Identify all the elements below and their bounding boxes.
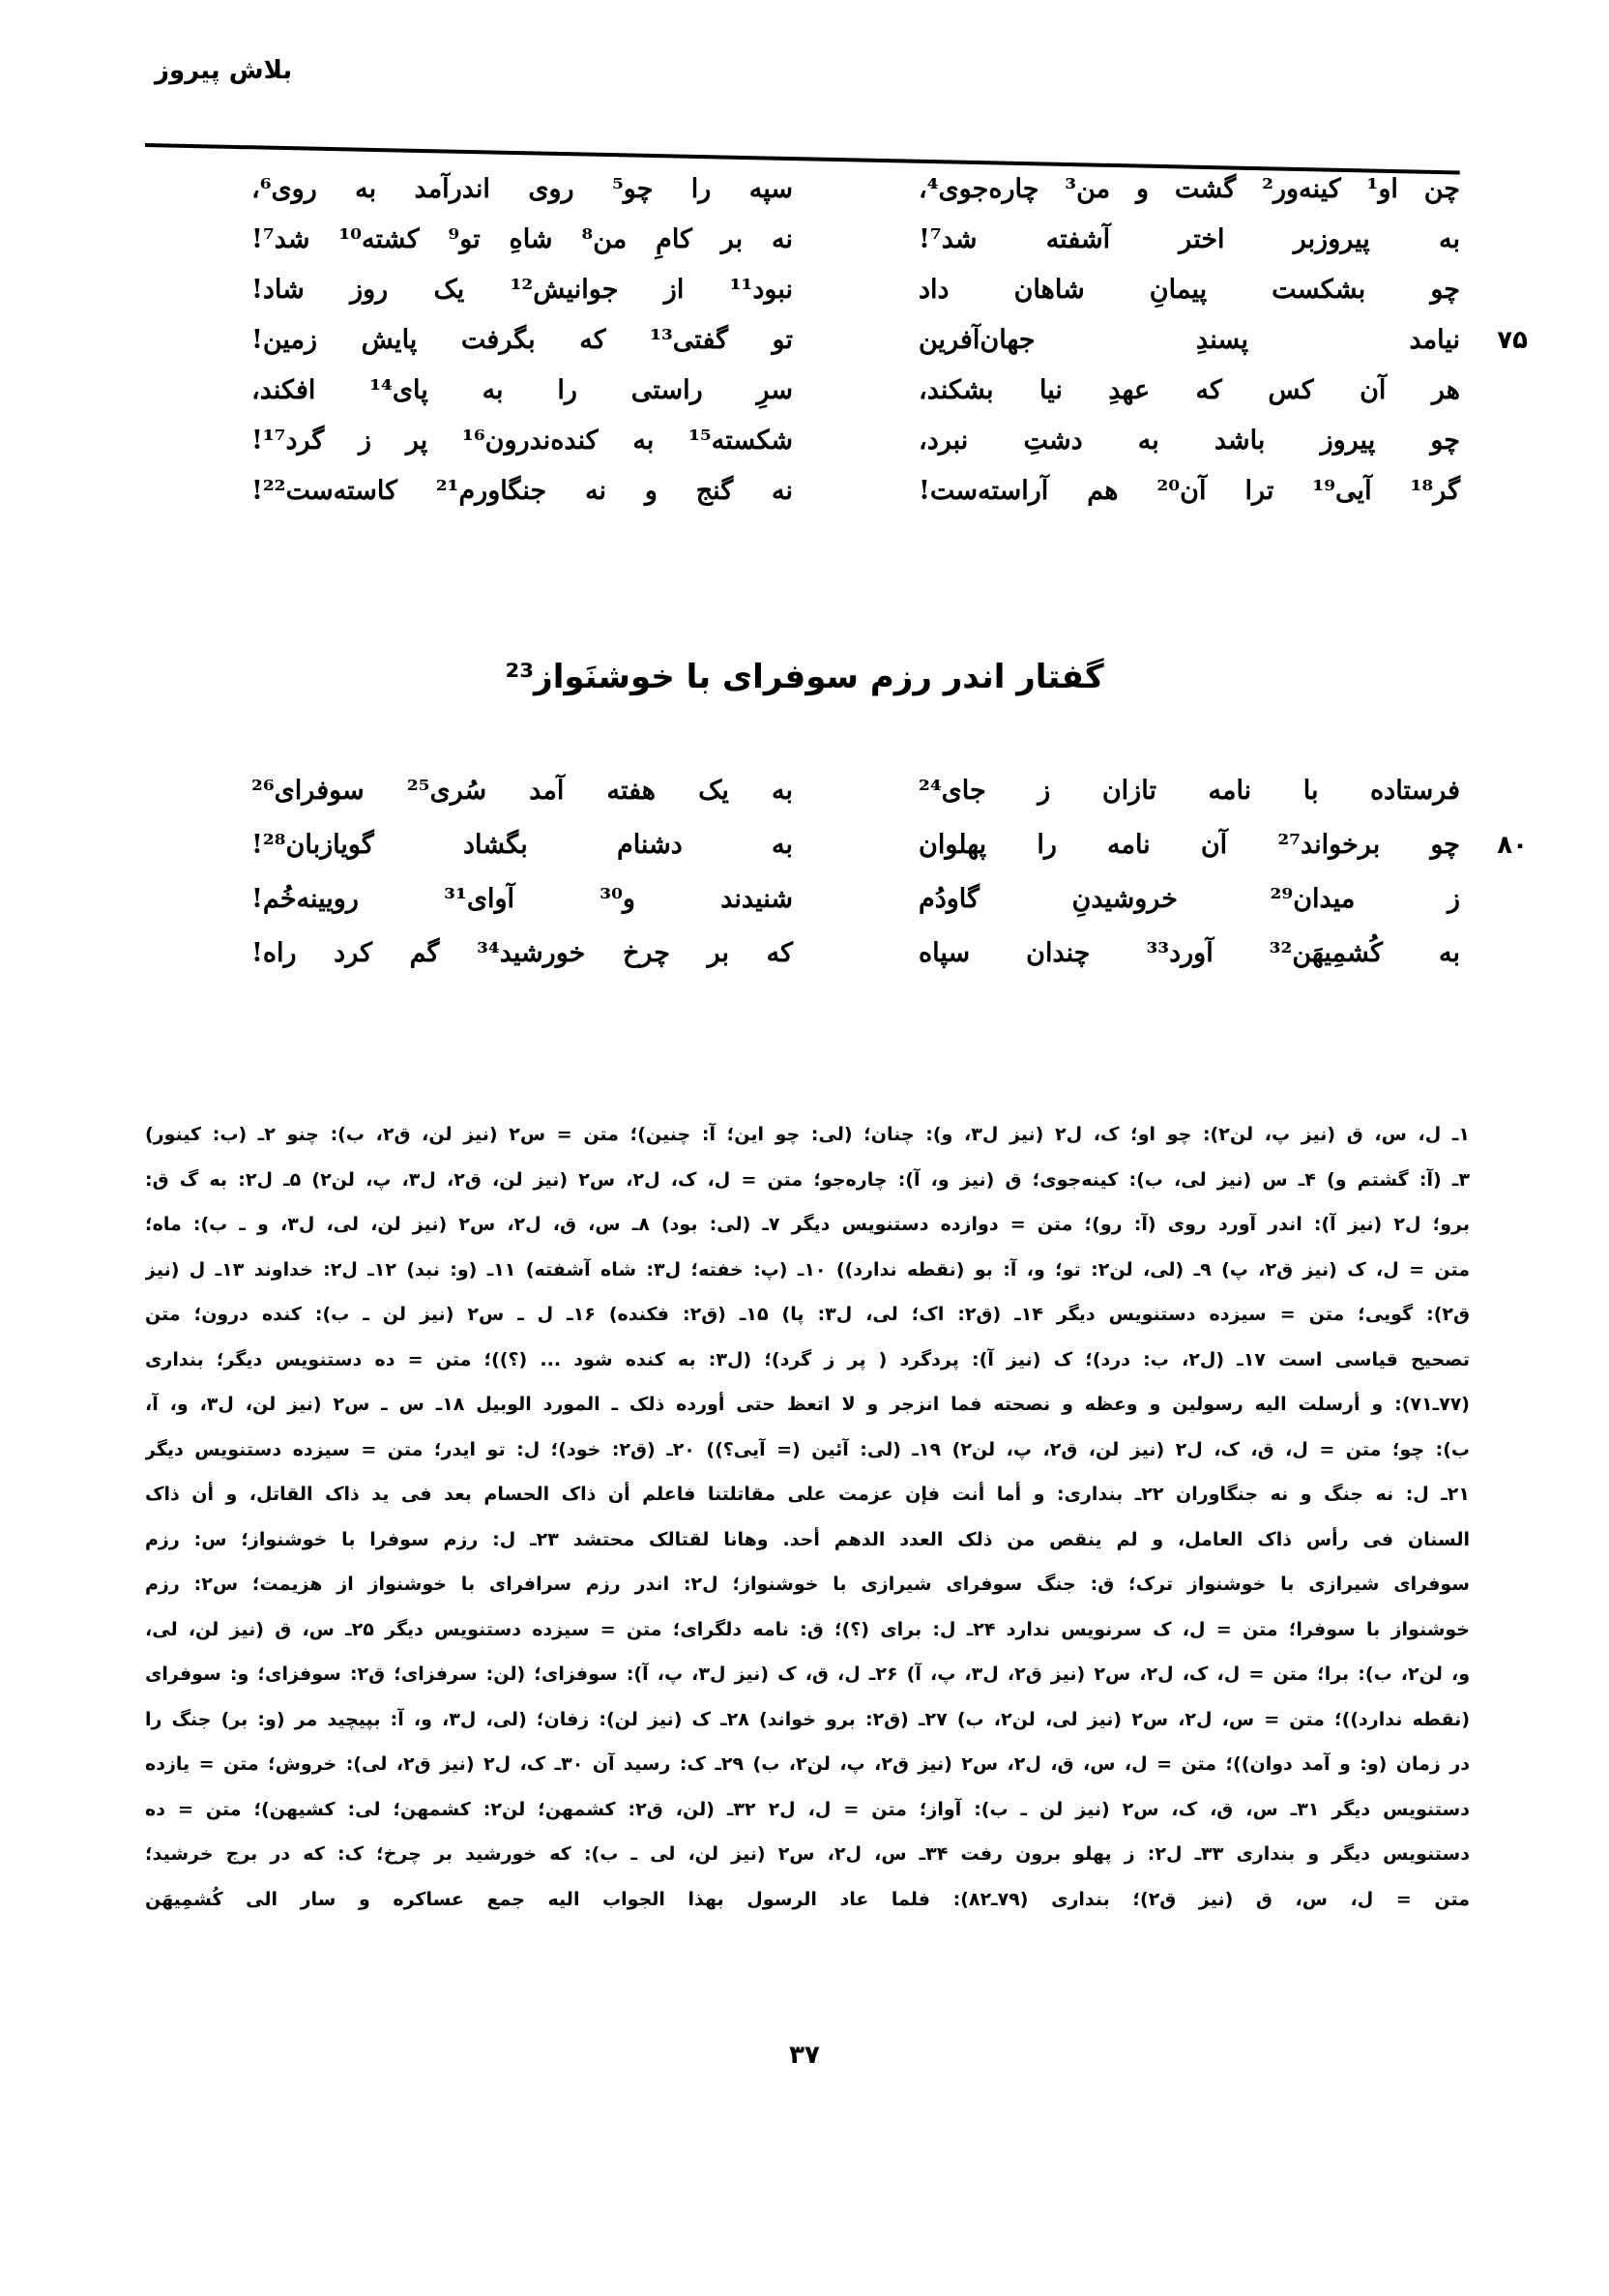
verse-line: شنیدند و³⁰ آوای³¹ رویینه‌خُم! [251, 884, 794, 914]
verse-text: چو برخواند²⁷ آن نامه را پهلوان [919, 830, 1460, 860]
verse-stanza-2 [251, 764, 1528, 981]
section-heading: گفتار اندر رزم سوفرای با خوشنَواز²³ [505, 658, 1104, 696]
verse-line: تو گفتی¹³ که بگرفت پایش زمین! [251, 325, 794, 355]
footnote-line: (نقطه ندارد))؛ متن = س، ل۲، س۲ (نیز لی، لن۲، ب) ۲۷ـ (ق۲: برو خواند) ۲۸ـ ک (نیز لن): زفان؛ (لی، ل۳، و، آ: بپیچید مر (و: بر) جنگ را [145, 1708, 1470, 1730]
verse-line: به کُشمِیهَن³² آورد³³ چندان سپاه [919, 938, 1460, 968]
verse-line: به یک هفته آمد سُری²⁵ سوفرای²⁶ [251, 776, 793, 806]
verse-line: به پیروزبر اختر آشفته شد⁷! [919, 224, 1460, 254]
left-hemistich-column [251, 764, 793, 981]
verse-line: که بر چرخ خورشید³⁴ گم کرد راه! [251, 938, 794, 968]
verse-line: ز میدان²⁹ خروشیدنِ گاودُم [919, 884, 1460, 914]
verse-line: گر¹⁸ آیی¹⁹ ترا آن²⁰ هم آراسته‌ست! [919, 476, 1460, 506]
verse-number: ۸۰ [1497, 831, 1528, 860]
footnote-line: ب): چو؛ متن = ل، ق، ک، ل۲ (نیز لن، ق۲، پ، لن۲) ۱۹ـ (لی: آئین (= آیی؟)) ۲۰ـ (ق۲: خود)؛ ل: تو ایدر؛ متن = سیزده دستنویس دیگر [145, 1438, 1470, 1460]
verse-line: سرِ راستی را به پای¹⁴ افکند، [251, 375, 793, 405]
verse-line: نه بر کامِ من⁸ شاهِ تو⁹ کشته¹⁰ شد⁷! [251, 224, 793, 254]
footnote-line: السنان فی رأس ذاک العامل، و لم ینقص من ذلک العدد الدهم أحد. وهانا لقتالک محتشد ۲۳ـ ل: رزم سوفرا با خوشنواز؛ س: رزم [145, 1528, 1470, 1550]
verse-line: هر آن کس که عهدِ نیا بشکند، [919, 375, 1460, 405]
footnote-line: ق۲): گویی؛ متن = سیزده دستنویس دیگر ۱۴ـ (ق۲: اک؛ لی، ل۳: پا) ۱۵ـ (ق۲: فکنده) ۱۶ـ ل ـ س۲ (نیز لن ـ ب): کنده درون؛ متن [145, 1304, 1470, 1325]
verse-line: نه گنج و نه جنگاورم²¹ کاسته‌ست²²! [251, 476, 793, 506]
verse-line: شکسته¹⁵ به کنده‌ندرون¹⁶ پر ز گرد¹⁷! [251, 426, 793, 456]
verse-line: نبود¹¹ از جوانیش¹² یک روز شاد! [251, 275, 793, 305]
footnote-line: (۷۷ـ۷۱): و أرسلت الیه رسولین و وعظه و نصحته فما انزجر و لا اتعظ حتی أورده ذلک ـ المورد الوبیل ۱۸ـ س ـ س۲ (نیز لن، ل۳، و، آ، [145, 1394, 1470, 1415]
footnote-line: و، لن۲، ب): برا؛ متن = ل، ک، ل۲، س۲ (نیز ق۲، ل۳، پ، آ) ۲۶ـ ل، ق، ک (نیز ل۳، پ، آ): سوفزای؛ (لن: سرفزای؛ ق۲: سوفزای؛ و: سوفرای [145, 1663, 1470, 1685]
footnote-line: متن = ل، س، ق (نیز ق۲)؛ بنداری (۷۹ـ۸۲): فلما عاد الرسول بهذا الجواب الیه جمع عساکره و سار الی کُشمِیهَن [145, 1888, 1470, 1910]
footnote-line: متن = ل، ک (نیز ق۲، پ) ۹ـ (لی، لن۲: تو؛ و، آ: بو (نقطه ندارد)) ۱۰ـ (پ: خفته؛ ل۳: شاه آشفته) ۱۱ـ (و: نبد) ۱۲ـ ل۲: خداوند ۱۳ـ ل (نیز [145, 1258, 1470, 1280]
footnote-line: ۲۱ـ ل: نه جنگ و نه جنگاوران ۲۲ـ بنداری: و أما أنت فإن عزمت علی مقاتلتنا فاعلم أن ذاک الحسام بعد فی ید ذاک القاتل، و أن ذاک [145, 1484, 1470, 1505]
verse-line: سپه را چو⁵ روی اندرآمد به روی⁶، [251, 174, 793, 204]
footnote-line: دستنویس دیگر و بنداری ۳۳ـ ل۲: ز پهلو برون رفت ۳۴ـ س، ل۲، س۲ (نیز لن، لی ـ ب): که خورشید بر چرخ؛ ک: که در برج خرشید؛ [145, 1843, 1470, 1865]
footnote-line: ۱ـ ل، س، ق (نیز پ، لن۲): چو او؛ ک، ل۲ (نیز ل۳، و): چنان؛ (لی: چو این؛ آ: چنین)؛ متن = س۲ (نیز لن، ق۲، ب): چنو ۲ـ (ب: کینور) [145, 1124, 1470, 1145]
verse-line: فرستاده با نامه تازان ز جای²⁴ [919, 776, 1460, 806]
left-hemistich-column [251, 164, 793, 516]
footnote-line: در زمان (و: و آمد دوان))؛ متن = ل، س، ق، ل۲، س۲ (نیز ق۲، پ، لن۲، ب) ۲۹ـ ک: رسید آن ۳۰ـ ک، ل۲ (نیز ق۲، لی): خروش؛ متن = یازده [145, 1753, 1470, 1775]
verse-line: چن او¹ کینه‌ور² گشت و من³ چاره‌جوی⁴، [919, 174, 1460, 204]
running-header-title: بلاش پیروز [155, 56, 293, 85]
right-hemistich-column [919, 164, 1528, 516]
verse-line: چو بشکست پیمانِ شاهان داد [919, 275, 1460, 305]
right-hemistich-column [919, 764, 1528, 981]
footnote-line: ۳ـ (آ: گشتم و) ۴ـ س (نیز لی، ب): کینه‌جوی؛ ق (نیز و، آ): چاره‌جو؛ متن = ل، ک، ل۲، س۲ (نیز لن، ق۲، ل۳، پ، لن۲) ۵ـ ل۲: به گ ق: [145, 1168, 1470, 1191]
page-number: ۳۷ [789, 2041, 820, 2070]
footnote-line: خوشنواز با سوفرا؛ متن = ل، ک سرنویس ندارد ۲۴ـ ل: برای (؟)؛ ق: نامه دلگرای؛ متن = سیزده دستنویس دیگر ۲۵ـ س، ق (نیز لن، لی، [145, 1618, 1470, 1640]
footnotes-apparatus [145, 1112, 1470, 1922]
footnote-line: تصحیح قیاسی است ۱۷ـ (ل۲، ب: درد)؛ ک (نیز آ): پردگرد ( پر ز گرد)؛ (ل۳: به کنده شود ... (؟))؛ متن = ده دستنویس دیگر؛ بنداری [145, 1348, 1470, 1370]
verse-line-numbered [919, 818, 1528, 872]
footnote-line: برو؛ ل۲ (نیز آ): اندر آورد روی (آ: رو)؛ متن = دوازده دستنویس دیگر ۷ـ (لی: بود) ۸ـ س، ق، ل۲، س۲ (نیز لن، لی، ل۳، و ـ ب): ماه؛ [145, 1214, 1470, 1235]
verse-line: به دشنام بگشاد گویازبان²⁸! [251, 830, 793, 860]
verse-text: نیامد پسندِ جهان‌آفرین [919, 325, 1460, 355]
verse-number: ۷۵ [1497, 326, 1528, 355]
verse-line: چو پیروز باشد به دشتِ نبرد، [919, 426, 1460, 456]
verse-line-numbered [919, 315, 1528, 366]
footnote-line: سوفرای شیرازی با خوشنواز ترک؛ ق: جنگ سوفرای شیرازی با خوشنواز؛ ل۲: اندر رزم سرافرای با خوشنواز از هزیمت؛ س۲: رزم [145, 1574, 1470, 1595]
verse-stanza-1 [251, 164, 1528, 516]
footnote-line: دستنویس دیگر ۳۱ـ س، ق، ک، س۲ (نیز لن ـ ب): آواز؛ متن = ل، ل۲ ۳۲ـ (لن، ق۲: کشمهن؛ لن۲: کشمهن؛ لی: کشیهن)؛ متن = ده [145, 1798, 1470, 1820]
